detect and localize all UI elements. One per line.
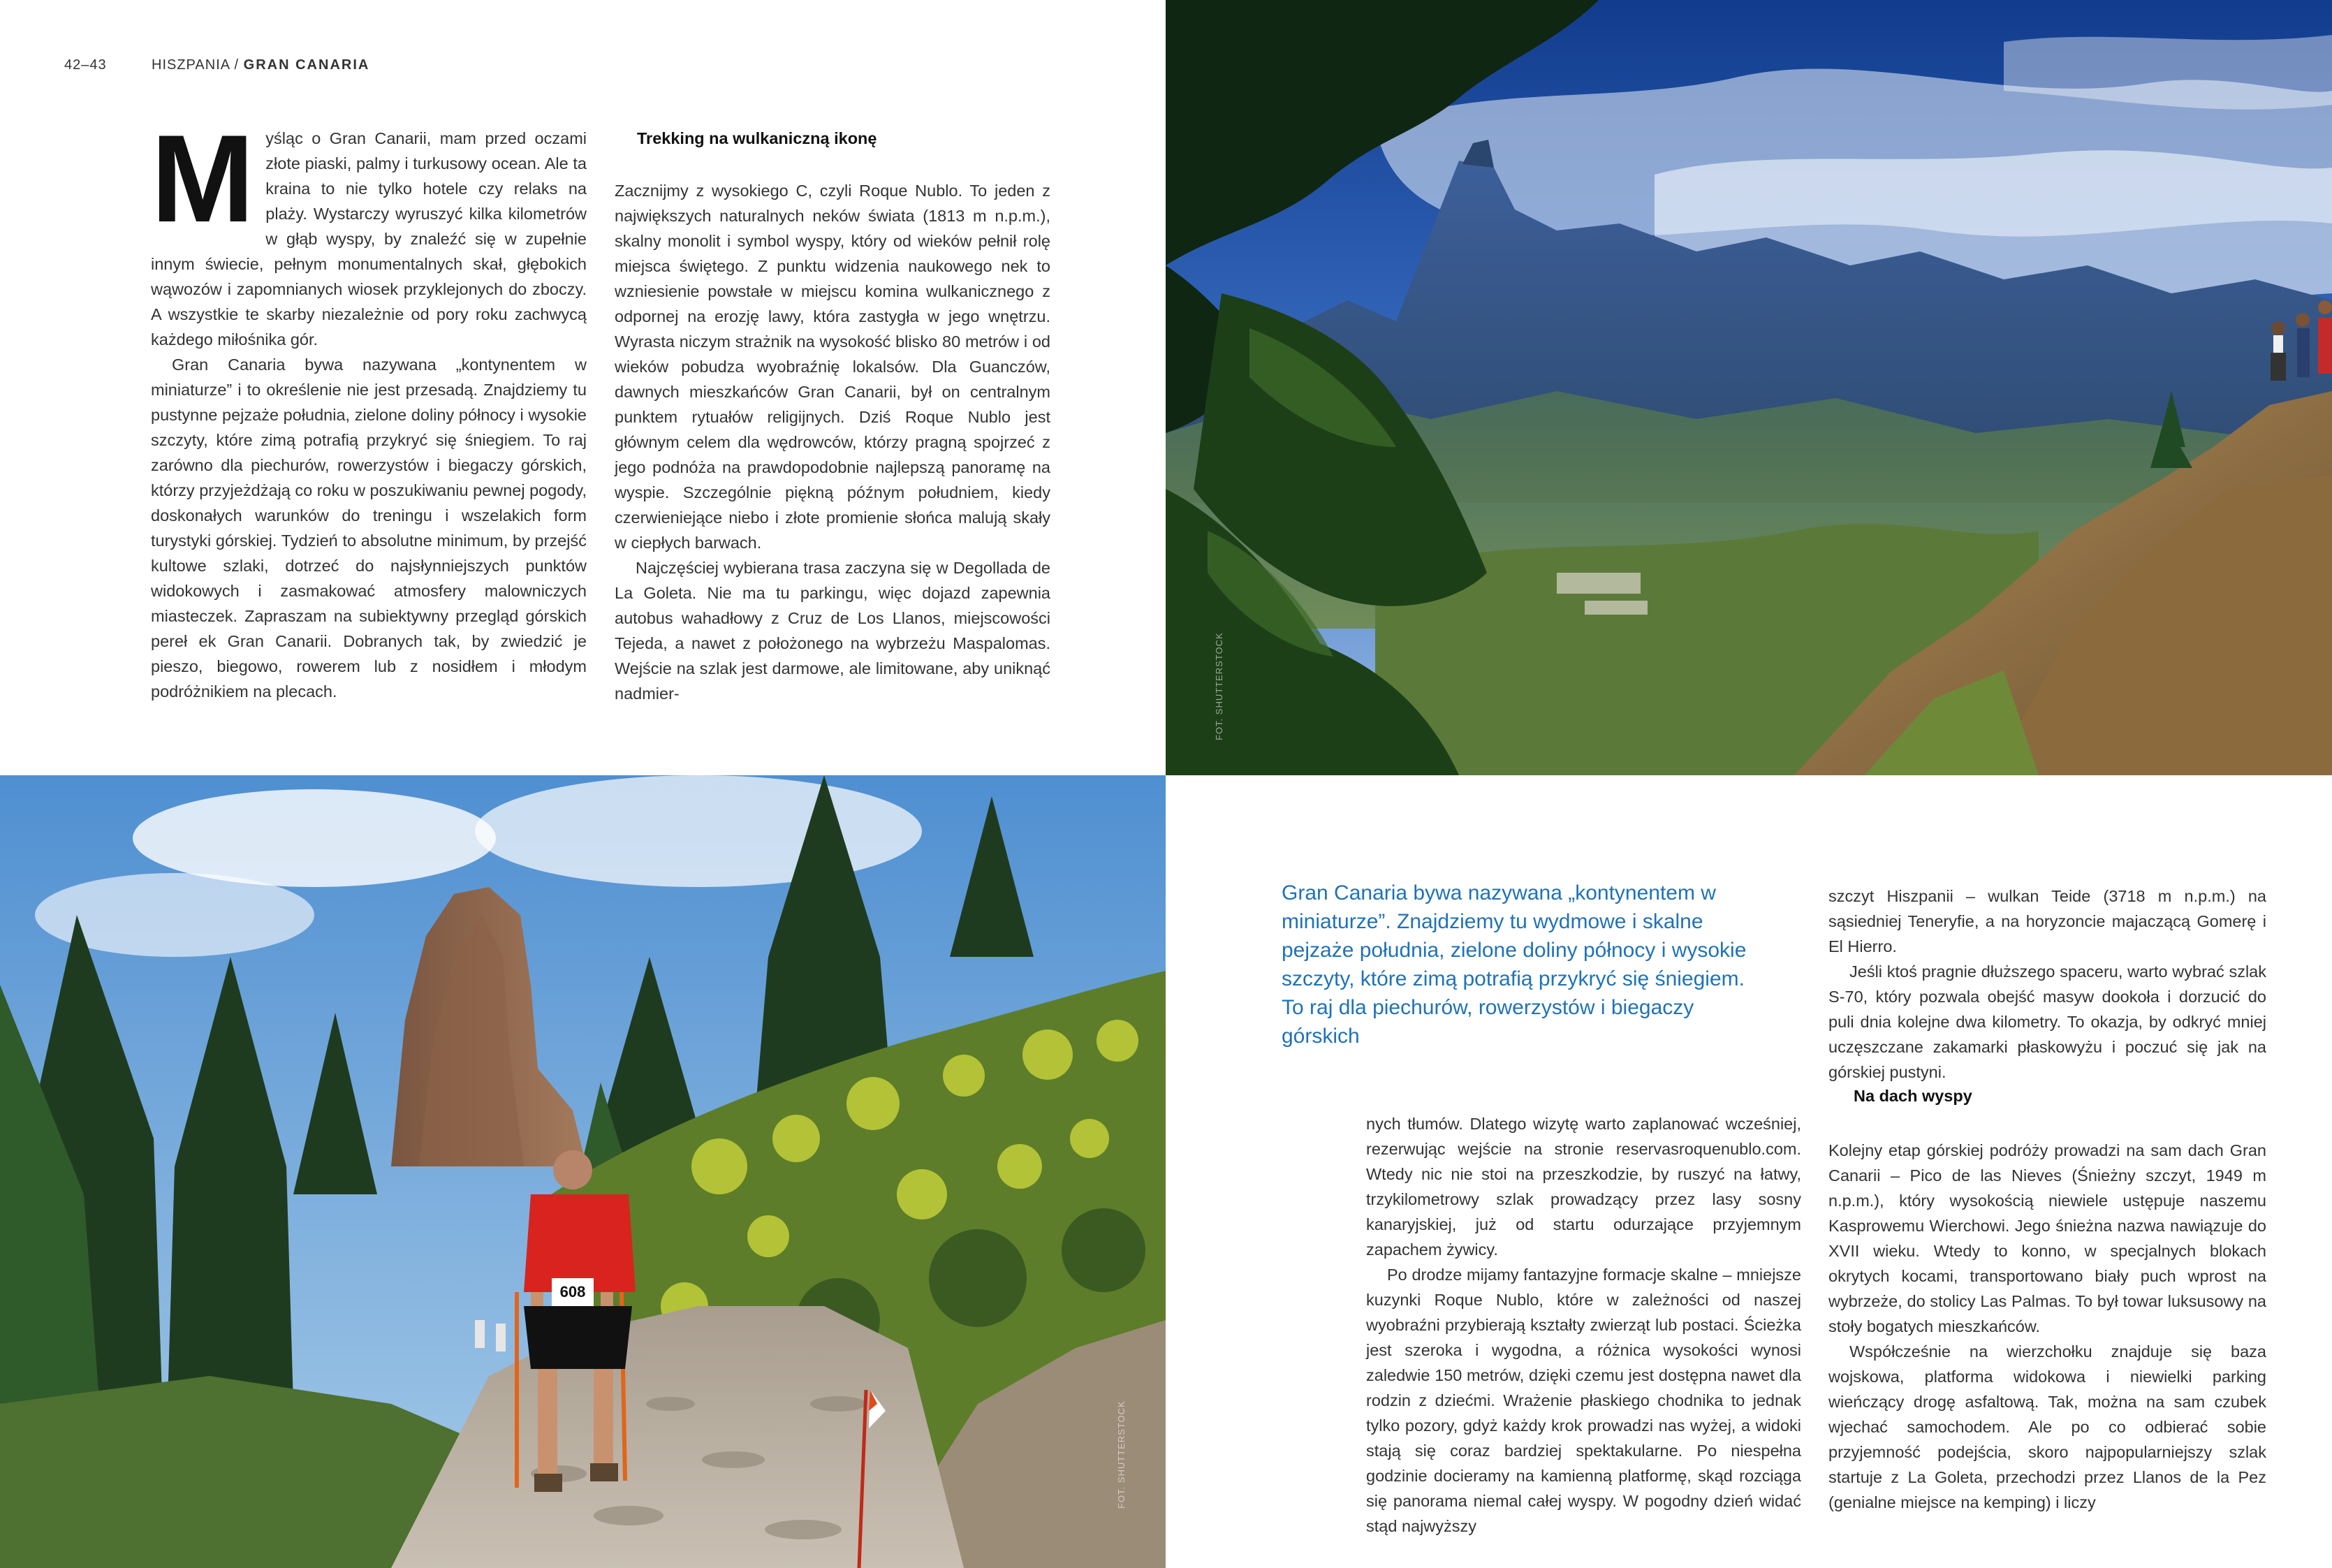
intro-paragraph-1 <box>151 109 587 352</box>
intro-paragraph-1-text: yśląc o Gran Canarii, mam przed oczami złote piaski, palmy i turkusowy ocean. Ale ta kraina to nie tylko hotele czy relaks na plaży. Wystarczy wyruszyć kilka kilometrów w głąb wyspy, by znaleźć się w zupełnie innym świecie, pełnym monumentalnych skał, głębokich wąwozów i zapomnianych wiosek przyklejonych do zboczy. A wszystkie te skarby niezależnie od pory roku zachwycą każdego miłośnika gór. <box>151 129 587 349</box>
col2-paragraph-2: Najczęściej wybierana trasa zaczyna się w Degollada de La Goleta. Nie ma tu parkingu, więc dojazd zapewnia autobus wahadłowy z Cruz de Los Llanos, miejscowości Tejeda, a nawet z położonego na wybrzeżu Maspalomas. Wejście na szlak jest darmowe, ale limitowane, aby uniknąć nadmier- <box>615 559 1050 703</box>
section-prefix: HISZPANIA / <box>152 57 244 73</box>
page-numbers: 42–43 <box>64 57 107 73</box>
subhead-trekking: Trekking na wulkaniczną ikonę <box>637 129 877 147</box>
col5-paragraph-1: szczyt Hiszpanii – wulkan Teide (3718 m n.p.m.) na sąsiedniej Teneryfie, a na horyzoncie majaczącą Gomerę i El Hierro. <box>1828 887 2266 955</box>
col5-paragraph-2: Jeśli ktoś pragnie dłuższego spaceru, warto wybrać szlak S-70, który pozwala obejść masyw dookoła i dorzucić do puli dnia kolejne dwa kilometry. To okazja, by odkryć mniej uczęszczane zakamarki płaskowyżu i poczuć się jak na górskiej pustyni. <box>1828 962 2266 1081</box>
article-column-4 <box>1828 1138 2266 1515</box>
photo-viewpoint <box>1166 0 2332 775</box>
photo-runner <box>0 775 1166 1568</box>
intro-paragraph-2: Gran Canaria bywa nazywana „kontynentem w miniaturze” i to określenie nie jest przesadą. Znajdziemy tu pustynne pejzaże południa, zielone doliny północy i wysokie szczyty, które zimą potrafią przykryć się śniegiem. To raj zarówno dla piechurów, rowerzystów i biegaczy górskich, którzy przyjeżdżają co roku w poszukiwaniu pewnej pogody, doskonałych warunków do treningu i wszelakich form turystyki górskiej. Tydzień to absolutne minimum, by przejść kultowe szlaki, dotrzeć do najsłynniejszych punktów widokowych i zasmakować atmosfery malowniczych miasteczek. Zapraszam na subiektywny przegląd górskich pereł ek Gran Canarii. Dobranych tak, by zwiedzić je pieszo, biegowo, rowerem lub z nosidłem i młodym podróżnikiem na plecach. <box>151 356 587 701</box>
section-title: GRAN CANARIA <box>243 57 370 73</box>
article-column-5 <box>1828 884 2266 1085</box>
col3-paragraph-1: nych tłumów. Dlatego wizytę warto zaplanować wcześniej, rezerwując wejście na stronie reservasroquenublo.com. Wtedy nic nie stoi na przeszkodzie, by ruszyć na łatwy, trzykilometrowy szlak prowadzący przez lasy sosny kanaryjskiej, już od startu odurzające przyjemnym zapachem żywicy. <box>1366 1115 1801 1259</box>
article-column-3 <box>1366 1111 1801 1539</box>
viewpoint-image <box>1166 0 2332 775</box>
col4-paragraph-2: Współcześnie na wierzchołku znajduje się baza wojskowa, platforma widokowa i niewielki parking wieńczący drogę asfaltową. Tak, można na sam czubek wjechać samochodem. Ale po co odbierać sobie przyjemność podejścia, skoro najpopularniejszy szlak startuje z La Goleta, przechodzi przez Llanos de la Pez (genialne miejsce na kemping) i liczy <box>1828 1342 2266 1511</box>
article-column-2 <box>615 178 1050 706</box>
section-header <box>152 57 369 73</box>
subhead-na-dach-wyspy: Na dach wyspy <box>1854 1087 1972 1105</box>
col3-paragraph-2: Po drodze mijamy fantazyjne formacje skalne – mniejsze kuzynki Roque Nublo, które w zależności od naszej wyobraźni przybierają kształty zwierząt lub postaci. Ścieżka jest szeroka i wygodna, a różnica wysokości wynosi zaledwie 150 metrów, dzięki czemu jest dostępna nawet dla rodzin z dziećmi. Wrażenie płaskiego chodnika to jednak tylko pozory, gdyż każdy krok prowadzi nas wyżej, a widoki stają się coraz bardziej spektakularne. Po niespełna godzinie docieramy na kamienną platformę, skąd rozciąga się panorama niemal całej wyspy. W pogodny dzień widać stąd najwyższy <box>1366 1266 1801 1535</box>
col4-paragraph-1: Kolejny etap górskiej podróży prowadzi na sam dach Gran Canarii – Pico de las Nieves (Śnieżny szczyt, 1949 m n.p.m.), który wysokością niewiele ustępuje naszemu Kasprowemu Wierchowi. Jego śnieżna nazwa nawiązuje do XVII wieku. Wtedy to konno, w specjalnych blokach okrytych kocami, transportowano biały puch wprost na wybrzeże, do stolicy Las Palmas. To był towar luksusowy na stoły bogatych mieszkańców. <box>1828 1141 2266 1335</box>
dropcap: M <box>151 109 255 248</box>
photo-credit-bottom: FOT. SHUTTERSTOCK <box>1116 1400 1127 1509</box>
article-column-1 <box>151 109 587 704</box>
runner-bib: 608 <box>559 1283 586 1300</box>
runner-image <box>0 775 1166 1568</box>
col2-paragraph-1: Zacznijmy z wysokiego C, czyli Roque Nublo. To jeden z największych naturalnych neków świata (1813 m n.p.m.), skalny monolit i symbol wyspy, który od wieków pełnił rolę miejsca świętego. Z punktu widzenia naukowego nek to wzniesienie powstałe w miejscu komina wulkanicznego z odpornej na erozję lawy, która zastygła w jego wnętrzu. Wyrasta niczym strażnik na wysokość blisko 80 metrów i od wieków pobudza wyobraźnię lokalsów. Dla Guanczów, dawnych mieszkańców Gran Canarii, był on centralnym punktem rytuałów religijnych. Dziś Roque Nublo jest głównym celem dla wędrowców, którzy pragną spojrzeć z jego podnóża na prawdopodobnie najlepszą panoramę na wyspie. Szczególnie piękną późnym południem, kiedy czerwieniejące niebo i złote promienie słońca malują skały w ciepłych barwach. <box>615 182 1050 552</box>
pull-quote: Gran Canaria bywa nazywana „kontynentem w miniaturze”. Znajdziemy tu wydmowe i skalne pejzaże południa, zielone doliny północy i wysokie szczyty, które zimą potrafią przykryć się śniegiem. To raj dla piechurów, rowerzystów i biegaczy górskich <box>1282 881 1747 1048</box>
photo-credit-top: FOT. SHUTTERSTOCK <box>1214 632 1224 740</box>
